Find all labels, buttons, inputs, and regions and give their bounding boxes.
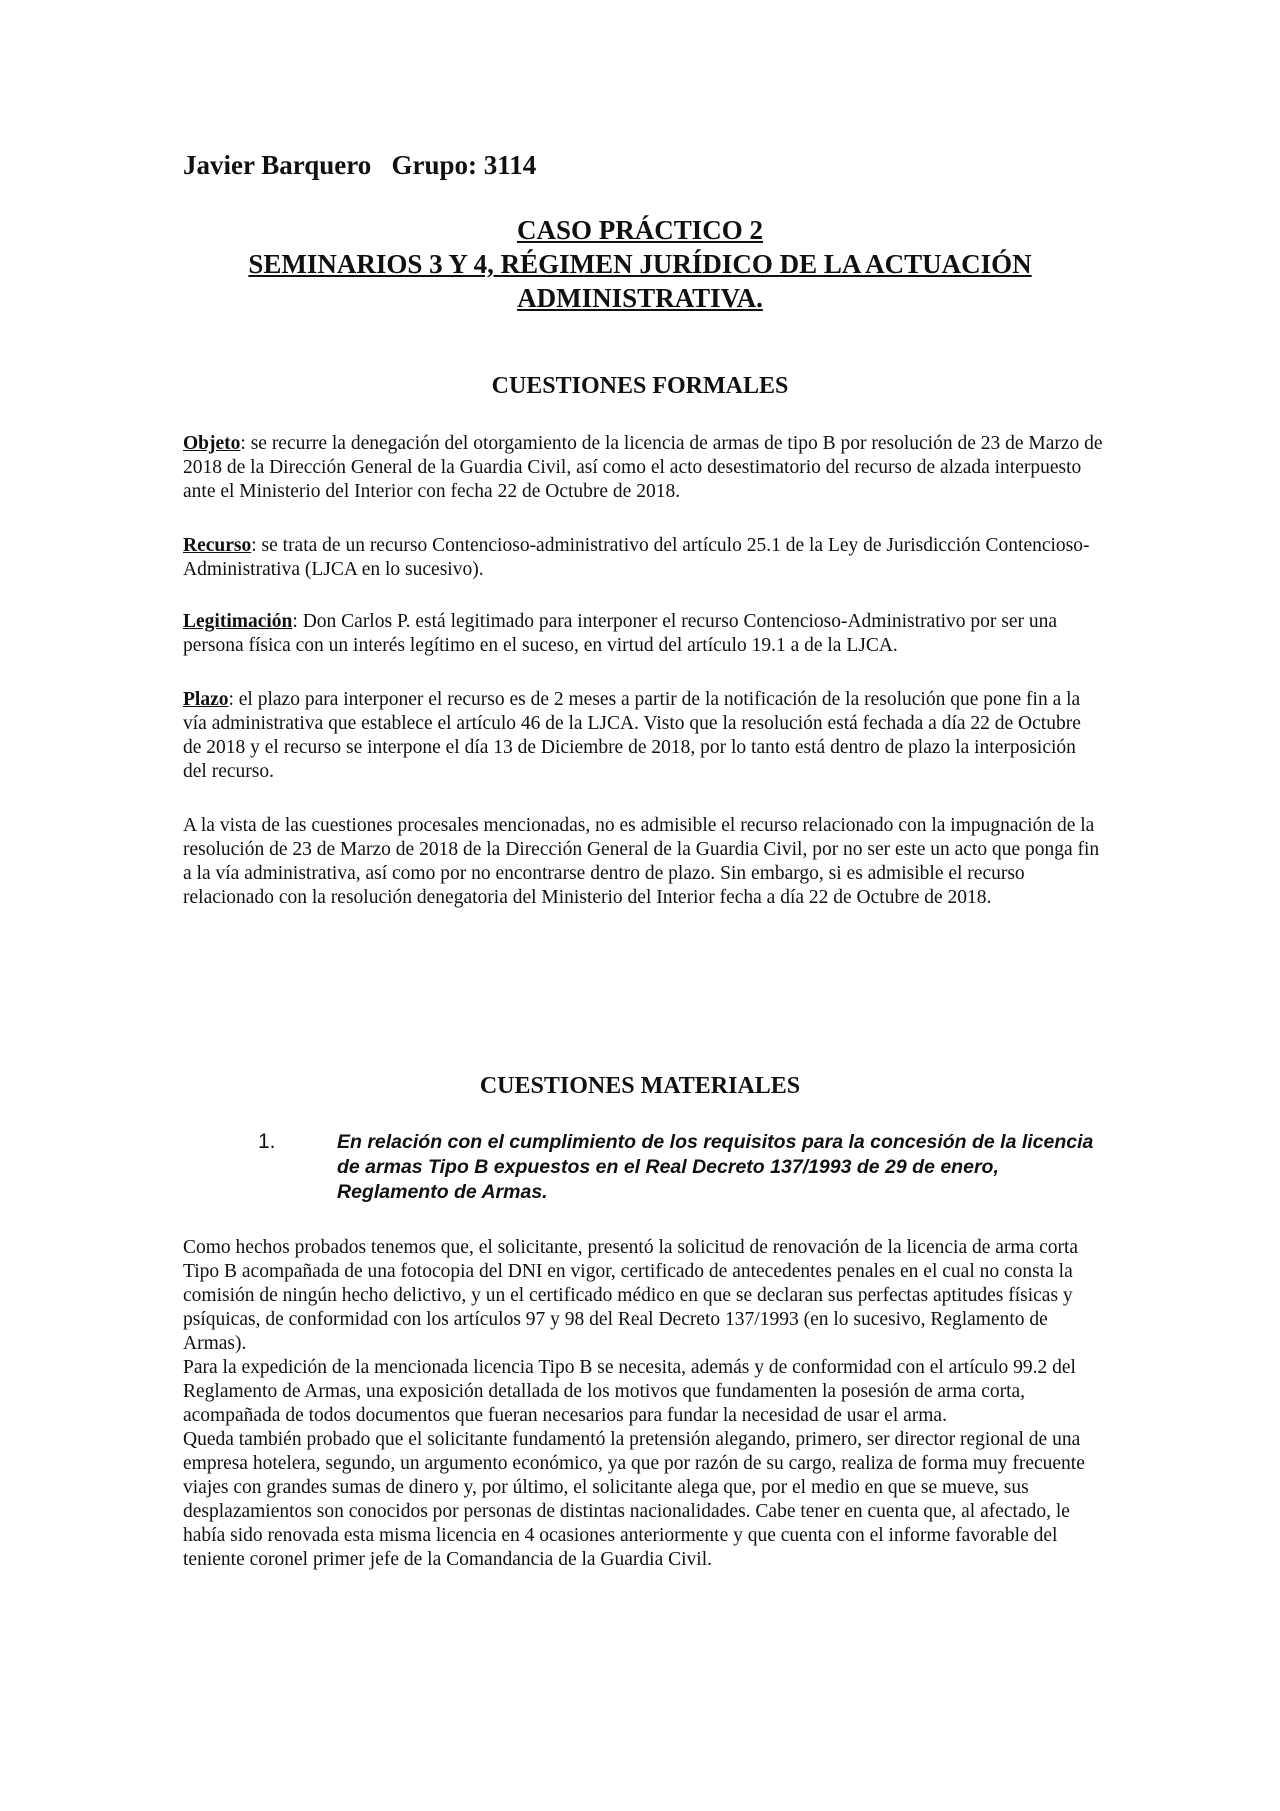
recurso-label: Recurso: [183, 535, 252, 556]
author-name: Javier Barquero: [183, 150, 372, 180]
plazo-text: : el plazo para interponer el recurso es de 2 meses a partir de la notificación de la resolución que pone fin a la vía administrativa que establece el artículo 46 de la LJCA. Visto que la resolución está fechada a día 22 de Octubre de 2018 y el recurso se interpone el día 13 de Diciembre de 2018, por lo tanto está dentro de plazo la interposición del recurso.: [183, 689, 1081, 782]
paragraph-objeto: [183, 432, 1103, 504]
objeto-text: : se recurre la denegación del otorgamiento de la licencia de armas de tipo B por resolución de 23 de Marzo de 2018 de la Dirección General de la Guardia Civil, así como el acto desestimatorio del recurso de alzada interpuesto ante el Ministerio del Interior con fecha 22 de Octubre de 2018.: [183, 433, 1103, 502]
title-line-1: CASO PRÁCTICO 2: [516, 215, 764, 245]
legitimacion-text: : Don Carlos P. está legitimado para interponer el recurso Contencioso-Administrativo por ser una persona física con un interés legítimo en el suceso, en virtud del artículo 19.1 a de la LJCA.: [183, 611, 1058, 656]
paragraph-recurso: [183, 534, 1103, 582]
paragraph-plazo: [183, 688, 1103, 784]
section-heading-materiales: CUESTIONES MATERIALES: [479, 1073, 801, 1099]
paragraph-materiales-body: Como hechos probados tenemos que, el solicitante, presentó la solicitud de renovación de la licencia de arma corta Tipo B acompañada de una fotocopia del DNI en vigor, certificado de antecedentes penales en el cual no consta la comisión de ningún hecho delictivo, y un el certificado médico en que se declaran sus perfectas aptitudes físicas y psíquicas, de conformidad con los artículos 97 y 98 del Real Decreto 137/1993 (en lo sucesivo, Reglamento de Armas). Para la expedición de la mencionada licencia Tipo B se necesita, además y de conformidad con el artículo 99.2 del Reglamento de Armas, una exposición detallada de los motivos que fundamenten la posesión de arma corta, acompañada de todos documentos que fueran necesarios para fundar la necesidad de usar el arma. Queda también probado que el solicitante fundamentó la pretensión alegando, primero, ser director regional de una empresa hotelera, segundo, un argumento económico, ya que por razón de su cargo, realiza de forma muy frecuente viajes con grandes sumas de dinero y, por último, el solicitante alega que, por el medio en que se mueve, sus desplazamientos son conocidos por personas de distintas nacionalidades. Cabe tener en cuenta que, al afectado, le había sido renovada esta misma licencia en 4 ocasiones anteriormente y que cuenta con el informe favorable del teniente coronel primer jefe de la Comandancia de la Guardia Civil.: [183, 1237, 1085, 1570]
paragraph-legitimacion: [183, 610, 1103, 658]
section-heading-formales: CUESTIONES FORMALES: [491, 373, 789, 399]
legitimacion-label: Legitimación: [183, 611, 293, 632]
objeto-label: Objeto: [183, 433, 241, 454]
title-block: [150, 213, 1130, 315]
title-line-3: ADMINISTRATIVA.: [517, 283, 763, 313]
paragraph-conclusion: A la vista de las cuestiones procesales mencionadas, no es admisible el recurso relacionado con la impugnación de la resolución de 23 de Marzo de 2018 de la Dirección General de la Guardia Civil, por no ser este un acto que ponga fin a la vía administrativa, así como por no encontrarse dentro de plazo. Sin embargo, si es admisible el recurso relacionado con la resolución denegatoria del Ministerio del Interior fecha a día 22 de Octubre de 2018.: [183, 815, 1100, 908]
recurso-text: : se trata de un recurso Contencioso-administrativo del artículo 25.1 de la Ley de Jurisdicción Contencioso-Administrativa (LJCA en lo sucesivo).: [183, 535, 1090, 580]
title-line-2: SEMINARIOS 3 Y 4, RÉGIMEN JURÍDICO DE LA ACTUACIÓN: [248, 249, 1032, 279]
group-label: Grupo: 3114: [391, 150, 537, 180]
author-line: [183, 150, 536, 181]
plazo-label: Plazo: [183, 689, 229, 710]
question-number: 1.: [258, 1130, 276, 1153]
question-text: En relación con el cumplimiento de los requisitos para la concesión de la licencia de armas Tipo B expuestos en el Real Decreto 137/1993 de 29 de enero, Reglamento de Armas.: [337, 1131, 1094, 1203]
